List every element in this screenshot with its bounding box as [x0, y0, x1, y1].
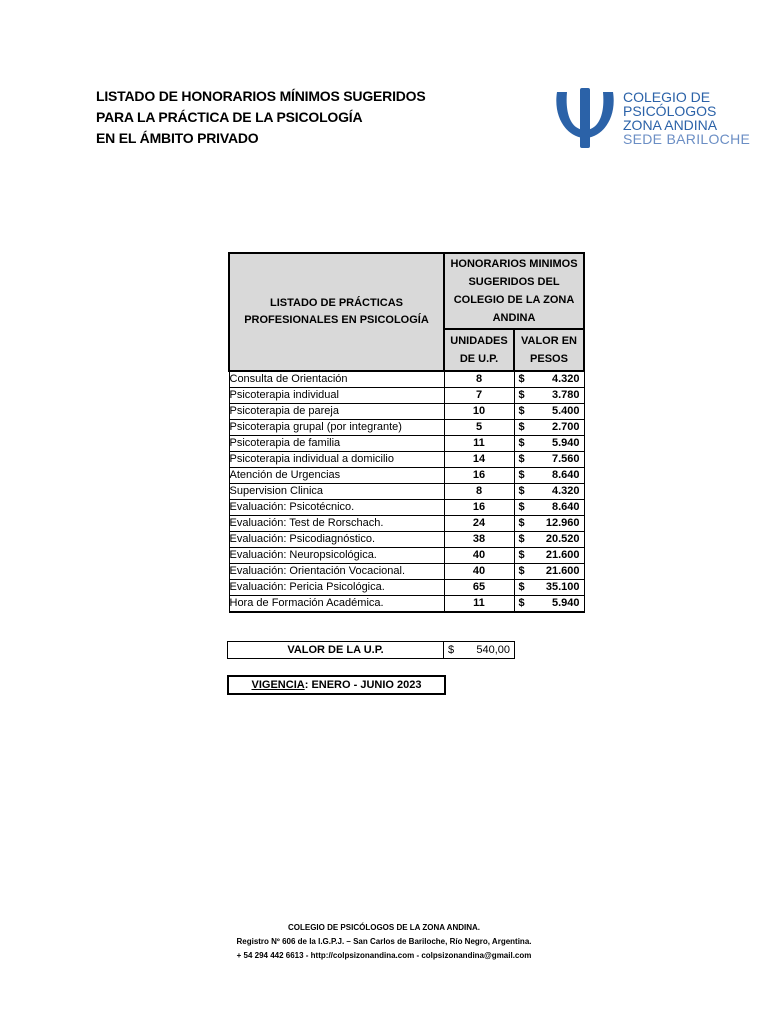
value-column-header: VALOR EN PESOS: [514, 329, 584, 371]
practice-units: 7: [444, 388, 514, 404]
practice-name: Atención de Urgencias: [229, 468, 444, 484]
currency-symbol: $: [518, 373, 525, 385]
practice-name: Psicoterapia grupal (por integrante): [229, 420, 444, 436]
value-number: 35.100: [545, 581, 580, 593]
value-number: 20.520: [545, 533, 580, 545]
practice-value: [514, 548, 584, 564]
table-row: [229, 436, 584, 452]
practices-header: LISTADO DE PRÁCTICAS PROFESIONALES EN PSICOLOGÍA: [229, 253, 444, 371]
practice-units: 8: [444, 371, 514, 388]
logo-text: [623, 90, 750, 146]
practice-name: Supervision Clinica: [229, 484, 444, 500]
up-amount: [444, 642, 514, 658]
units-column-header: UNIDADES DE U.P.: [444, 329, 514, 371]
practice-units: 38: [444, 532, 514, 548]
currency-symbol: $: [518, 437, 525, 449]
practice-value: [514, 500, 584, 516]
practice-value: [514, 388, 584, 404]
value-number: 8.640: [551, 469, 580, 481]
value-number: 4.320: [551, 485, 580, 497]
value-number: 8.640: [551, 501, 580, 513]
document-title: [96, 86, 426, 149]
vigencia-box: [227, 675, 446, 695]
footer-line-1: COLEGIO DE PSICÓLOGOS DE LA ZONA ANDINA.: [287, 923, 480, 932]
table-row: [229, 564, 584, 580]
practice-value: [514, 580, 584, 596]
practice-name: Evaluación: Pericia Psicológica.: [229, 580, 444, 596]
practice-name: Hora de Formación Académica.: [229, 596, 444, 613]
currency-symbol: $: [518, 405, 525, 417]
practice-name: Evaluación: Psicotécnico.: [229, 500, 444, 516]
practice-value: [514, 532, 584, 548]
currency-symbol: $: [518, 469, 525, 481]
currency-symbol: $: [518, 533, 525, 545]
practice-name: Psicoterapia individual: [229, 388, 444, 404]
value-number: 3.780: [551, 389, 580, 401]
table-row: [229, 468, 584, 484]
title-line-3: EN EL ÁMBITO PRIVADO: [96, 130, 259, 146]
table-row: [229, 484, 584, 500]
practice-units: 16: [444, 500, 514, 516]
practice-name: Psicoterapia individual a domicilio: [229, 452, 444, 468]
value-number: 2.700: [551, 421, 580, 433]
currency-symbol: $: [518, 517, 525, 529]
table-row: [229, 452, 584, 468]
table-row: [229, 500, 584, 516]
practice-name: Consulta de Orientación: [229, 371, 444, 388]
practice-value: [514, 420, 584, 436]
currency-symbol: $: [518, 501, 525, 513]
practice-units: 11: [444, 596, 514, 613]
logo-line-3: ZONA ANDINA: [623, 117, 718, 133]
table-row: [229, 404, 584, 420]
practice-units: 10: [444, 404, 514, 420]
logo-line-4: SEDE BARILOCHE: [623, 131, 751, 147]
table-row: [229, 388, 584, 404]
table-row: [229, 596, 584, 613]
vigencia-colon: :: [304, 679, 309, 691]
currency-symbol: $: [518, 597, 525, 609]
value-number: 5.940: [551, 437, 580, 449]
practice-units: 16: [444, 468, 514, 484]
value-number: 5.400: [551, 405, 580, 417]
practice-units: 5: [444, 420, 514, 436]
value-number: 5.940: [551, 597, 580, 609]
footer-line-2: Registro Nº 606 de la I.G.P.J. – San Carlos de Bariloche, Río Negro, Argentina.: [236, 937, 532, 946]
up-currency: $: [448, 644, 455, 656]
practice-value: [514, 404, 584, 420]
table-row: [229, 420, 584, 436]
table-row: [229, 548, 584, 564]
title-line-1: LISTADO DE HONORARIOS MÍNIMOS SUGERIDOS: [96, 88, 426, 104]
footer-line-3: + 54 294 442 6613 - http://colpsizonandina.com - colpsizonandina@gmail.com: [236, 951, 532, 960]
footer: [0, 921, 768, 963]
practice-name: Psicoterapia de pareja: [229, 404, 444, 420]
table-row: [229, 580, 584, 596]
practice-value: [514, 516, 584, 532]
practice-units: 24: [444, 516, 514, 532]
practice-units: 65: [444, 580, 514, 596]
practice-units: 8: [444, 484, 514, 500]
table-row: [229, 371, 584, 388]
value-number: 12.960: [545, 517, 580, 529]
vigencia-label: VIGENCIA: [251, 679, 305, 691]
practice-name: Evaluación: Psicodiagnóstico.: [229, 532, 444, 548]
practice-value: [514, 436, 584, 452]
practice-units: 11: [444, 436, 514, 452]
practice-value: [514, 484, 584, 500]
logo-line-1: COLEGIO DE: [623, 89, 711, 105]
currency-symbol: $: [518, 581, 525, 593]
practice-units: 14: [444, 452, 514, 468]
vigencia-period: ENERO - JUNIO 2023: [311, 679, 422, 691]
practice-value: [514, 452, 584, 468]
currency-symbol: $: [518, 421, 525, 433]
currency-symbol: $: [518, 565, 525, 577]
practice-units: 40: [444, 548, 514, 564]
up-number: 540,00: [476, 644, 510, 656]
currency-symbol: $: [518, 389, 525, 401]
practice-name: Evaluación: Test de Rorschach.: [229, 516, 444, 532]
value-number: 21.600: [545, 565, 580, 577]
value-number: 7.560: [551, 453, 580, 465]
fees-table: [228, 252, 585, 613]
practice-name: Psicoterapia de familia: [229, 436, 444, 452]
value-number: 21.600: [545, 549, 580, 561]
practice-value: [514, 371, 584, 388]
up-value-box: [227, 641, 515, 659]
value-number: 4.320: [551, 373, 580, 385]
practice-name: Evaluación: Neuropsicológica.: [229, 548, 444, 564]
currency-symbol: $: [518, 549, 525, 561]
practice-value: [514, 596, 584, 613]
logo-line-2: PSICÓLOGOS: [623, 103, 717, 119]
currency-symbol: $: [518, 485, 525, 497]
practice-value: [514, 564, 584, 580]
practice-value: [514, 468, 584, 484]
psi-logo-icon: [553, 88, 617, 150]
table-row: [229, 532, 584, 548]
up-label: VALOR DE LA U.P.: [228, 642, 444, 658]
title-line-2: PARA LA PRÁCTICA DE LA PSICOLOGÍA: [96, 109, 363, 125]
college-logo: [553, 88, 751, 162]
currency-symbol: $: [518, 453, 525, 465]
practice-units: 40: [444, 564, 514, 580]
fees-header: HONORARIOS MINIMOS SUGERIDOS DEL COLEGIO DE LA ZONA ANDINA: [444, 253, 584, 329]
practice-name: Evaluación: Orientación Vocacional.: [229, 564, 444, 580]
table-row: [229, 516, 584, 532]
